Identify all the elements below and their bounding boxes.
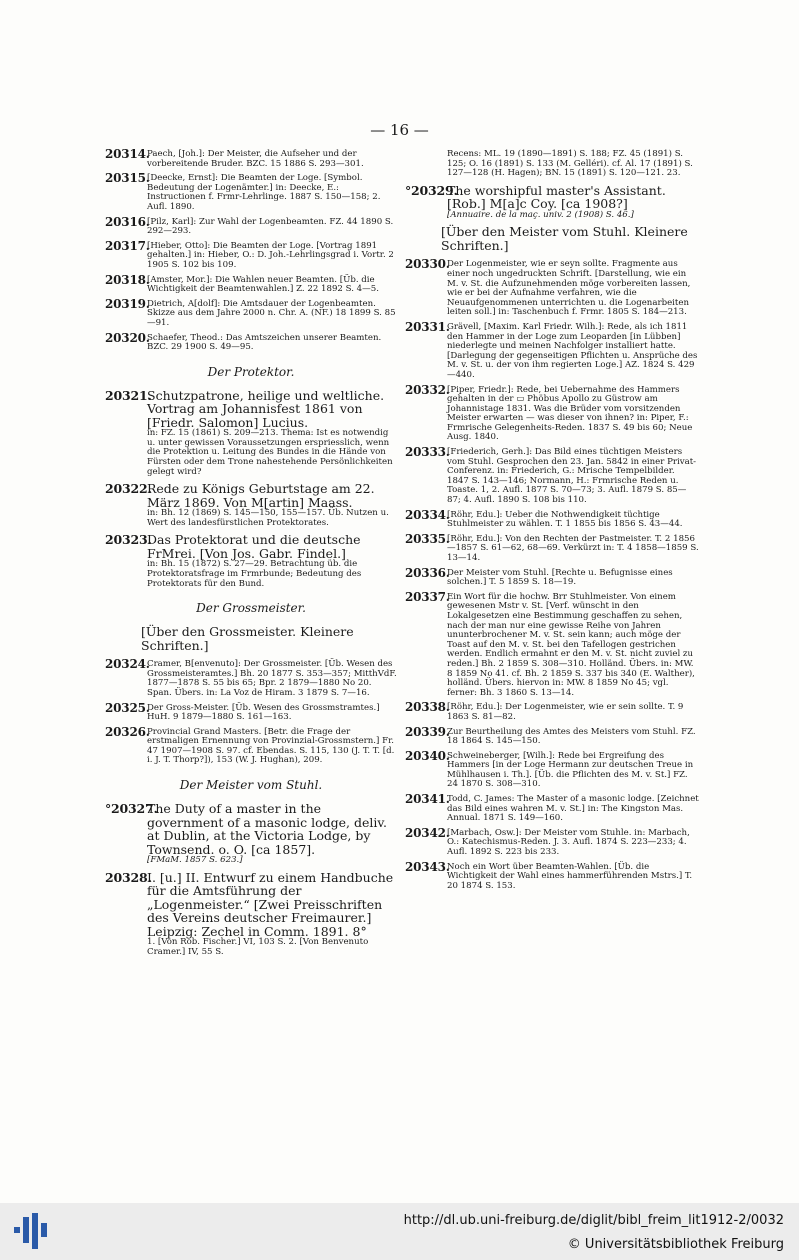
entry-title: Rede zu Königs Geburtstage am 22. März 1869. Von M[artin] Maass. (147, 481, 375, 510)
entry-text: [Marbach, Osw.]: Der Meister vom Stuhle. in: Marbach, O.: Katechismus-Reden. J. 3. Aufl. 1874 S. 223—233; 4. Aufl. 1892 S. 223 bis 233. (447, 827, 690, 858)
entry-text: [Röhr, Edu.]: Von den Rechten der Pastmeister. T. 2 1856—1857 S. 61—62, 68—69. Verkürzt in: T. 4 1858—1859 S. 13—14. (447, 533, 699, 563)
entry-text: [Friederich, Gerh.]: Das Bild eines tüchtigen Meisters vom Stuhl. Gesprochen den 23. Jan. 5842 in einer Privat-Conferenz. in: Friederich, G.: Mrische Tempelbilder. 1847 S. 143—146; Normann, H.: Frmrische Reden u. Toaste. 1, 2. Aufl. 1877 S. 70—73; 3. Aufl. 1879 S. 85—87; 4. Aufl. 1890 S. 108 bis 110. (447, 447, 697, 506)
entry-number: 20333. (405, 445, 450, 460)
entry-text: Ein Wort für die hochw. Brr Stuhlmeister. Von einem gewesenen Mstr v. St. [Verf. wünscht in den Lokalgesetzen eine Bestimmung geschaffen zu sehen, nach der man nur eine gewisse Reihe von Jahren ununterbrochener M. v. St. sein kann; auch möge der Toast auf den M. v. St. bei den Tafellogen gestrichen werden. Endlich ermahnt er den M. v. St. nicht zuviel zu reden.] Bh. 2 1859 S. 308—310. Holländ. Übers. in: MW. 8 1859 No 41. cf. Bh. 2 1859 S. 337 bis 340 (E. Walther), holländ. Übers. hiervon in: MW. 8 1859 No 45; vgl. ferner: Bh. 3 1860 S. 13—14. (447, 591, 695, 698)
entry-number: 20336. (405, 565, 450, 580)
entry-number: 20316. (105, 214, 150, 229)
entry-text: [Hieber, Otto]: Die Beamten der Loge. [Vortrag 1891 gehalten.] in: Hieber, O.: D. Joh.-Lehrlingsgrad i. Vortr. 2 1905 S. 102 bis 109. (147, 240, 394, 270)
entry-text: Cramer, B[envenuto]: Der Grossmeister. [Üb. Wesen des Grossmeisteramtes.] Bh. 20 1877 S. 353—357; MitthVdF. 1877—1878 S. 55 bis 65; Bpr. 2 1879—1880 No 20. Span. Übers. in: La Voz de Hiram. 3 1879 S. 7—16. (147, 659, 397, 698)
bib-entry (105, 482, 397, 528)
page-number: — 16 — (370, 121, 429, 139)
bib-entry (105, 296, 397, 329)
bib-entry (105, 272, 397, 295)
left-column (105, 147, 397, 962)
bib-entry (405, 565, 699, 588)
entry-number: °20327. (105, 801, 158, 817)
entry-text: [Amster, Mor.]: Die Wahlen neuer Beamten. [Üb. die Wichtigkeit der Beamtenwahlen.] Z. 22 1892 S. 4—5. (147, 274, 379, 295)
entry-title: The worshipful master's Assistant. [Rob.] M[a]c Coy. [ca 1908?] (447, 182, 666, 212)
entry-number: 20319. (105, 296, 150, 311)
bib-entry (405, 859, 699, 892)
permalink-url[interactable]: http://dl.ub.uni-freiburg.de/diglit/bibl_freim_lit1912-2/0032 (403, 1213, 784, 1228)
bib-entry (105, 171, 397, 212)
entry-number: 20334. (405, 507, 450, 522)
entry-text: Grävell, [Maxim. Karl Friedr. Wilh.]: Rede, als ich 1811 den Hammer in der Loge zum Leoparden [in Lübben] niederlegte und meinen Nachfolger installiert hatte. [Darlegung der gegenseitigen Pflichten u. Ansprüche des M. v. St. u. der von ihm regierten Loge.] AZ. 1824 S. 429—440. (447, 321, 698, 380)
bib-entry (105, 802, 397, 866)
entry-details: in: Bh. 15 (1872) S. 27—29. Betrachtung üb. die Protektoratsfrage im Frmrbunde; Bedeutung des Protektorats für den Bund. (147, 559, 362, 589)
bib-entry (105, 657, 397, 698)
entry-text: Dietrich, A[dolf]: Die Amtsdauer der Logenbeamten. Skizze aus dem Jahre 2000 n. Chr. A. (NF.) 18 1899 S. 85—91. (147, 298, 396, 328)
bib-entry (105, 147, 397, 169)
bib-entry (405, 445, 699, 506)
entry-number: 20342. (405, 825, 450, 840)
entry-number: 20325. (105, 700, 150, 715)
copyright-notice: © Universitätsbibliothek Freiburg (567, 1237, 784, 1252)
entry-text: Der Meister vom Stuhl. [Rechte u. Befugnisse eines solchen.] T. 5 1859 S. 18—19. (447, 567, 673, 588)
bib-entry (405, 531, 699, 564)
entry-text: [Piper, Friedr.]: Rede, bei Uebernahme des Hammers gehalten in der ▭ Phöbus Apollo zu Güstrow am Johannistage 1831. Was die Brüder vom vorsitzenden Meister erwarten — was dieser von ihnen? in: Piper, F.: Frmrische Gelegenheits-Reden. 1837 S. 49 bis 60; Neue Ausg. 1840. (447, 384, 693, 443)
ub-freiburg-logo-icon (14, 1213, 48, 1249)
entry-text: Todd, C. James: The Master of a masonic lodge. [Zeichnet das Bild eines wahren M. v. St.] in: The Kingston Mas. Annual. 1871 S. 149—160. (447, 794, 699, 824)
entry-reference: [Annuaire. de la maç. univ. 2 (1908) S. 46.] (447, 209, 634, 220)
viewer-footer (0, 1203, 799, 1260)
bib-entry (405, 184, 699, 221)
bib-entry (105, 724, 397, 766)
entry-title: I. [u.] II. Entwurf zu einem Handbuche für die Amtsführung der „Logenmeister.“ [Zwei Preisschriften des Vereins deutscher Freimaurer.] Leipzig: Zechel in Comm. 1891. 8° (147, 869, 394, 939)
entry-text: Der Logenmeister, wie er seyn sollte. Fragmente aus einer noch ungedruckten Schrift. [Darstellung, wie ein M. v. St. die Aufzunehmenden möge vorbereiten lassen, wie er bei der Aufnahme verfahren, wie die Neuaufgenommenen unterrichten u. die Logenarbeiten leiten soll.] in: Taschenbuch f. Frmr. 1805 S. 184—213. (447, 259, 691, 318)
bib-entry (405, 507, 699, 530)
entry-number: 20322. (105, 481, 152, 497)
section-heading-meister-vom-stuhl: Der Meister vom Stuhl. (179, 778, 323, 793)
entry-details: in: Bh. 12 (1869) S. 145—150, 155—157. Üb. Nutzen u. Wert des landesfürstlichen Protektorates. (147, 508, 389, 528)
entry-number: 20343. (405, 859, 450, 874)
entry-text: [Pilz, Karl]: Zur Wahl der Logenbeamten. FZ. 44 1890 S. 292—293. (147, 216, 394, 237)
bib-entry (105, 238, 397, 271)
entry-text: [Röhr, Edu.]: Der Logenmeister, wie er sein sollte. T. 9 1863 S. 81—82. (447, 702, 684, 722)
bib-entry (105, 389, 397, 477)
entry-text: [Deecke, Ernst]: Die Beamten der Loge. [Symbol. Bedeutung der Logenämter.] in: Deecke, E.: Instructionen f. Frmr-Lehrlinge. 1887 S. 150—158; 2. Aufl. 1890. (147, 173, 381, 212)
entry-number: 20328. (105, 869, 152, 885)
entry-number: 20318. (105, 272, 150, 287)
entry-number: 20326. (105, 724, 150, 739)
entry-text: Schaefer, Theod.: Das Amtszeichen unserer Beamten. BZC. 29 1900 S. 49—95. (147, 332, 382, 353)
entries-group-a (105, 147, 397, 353)
entry-text: Provincial Grand Masters. [Betr. die Frage der erstmaligen Ernennung von Provinzial-Grossmstern.] Fr. 47 1907—1908 S. 97. cf. Ebendas. S. 115, 130 (J. T. T. [d. i. J. T. Thorp?]), 153 (W. J. Hughan), 209. (147, 726, 395, 766)
bib-entry (105, 214, 397, 237)
bib-entry (105, 533, 397, 589)
bib-entry (405, 700, 699, 722)
entry-number: 20339. (405, 724, 450, 739)
entry-text: Paech, [Joh.]: Der Meister, die Aufseher und der vorbereitende Bruder. BZC. 15 1886 S. 293—301. (147, 149, 364, 169)
entry-number: 20317. (105, 238, 150, 253)
bib-entry (405, 792, 699, 824)
entry-title: The Duty of a master in the government of a masonic lodge, deliv. at Dublin, at the Victoria Lodge, by Townsend. o. O. [ca 1857]. (147, 801, 387, 857)
entry-number: 20340. (405, 748, 450, 763)
entry-number: 20324. (105, 657, 150, 672)
section-heading-protektor: Der Protektor. (207, 364, 295, 379)
bib-entry (405, 382, 699, 444)
entry-text: Der Gross-Meister. [Üb. Wesen des Grossmstramtes.] HuH. 9 1879—1880 S. 161—163. (147, 702, 380, 723)
entry-title: Schutzpatrone, heilige und weltliche. Vortrag am Johannisfest 1861 von [Friedr. Salomon] Lucius. (147, 387, 385, 430)
entry-text: Noch ein Wort über Beamten-Wahlen. [Üb. die Wichtigkeit der Wahl eines hammerführenden Mstrs.] T. 20 1874 S. 153. (447, 861, 693, 891)
section-note: [Über den Meister vom Stuhl. Kleinere Schriften.] (441, 224, 688, 253)
bib-entry (405, 825, 699, 858)
entry-number: 20321. (105, 387, 152, 403)
bib-entry (405, 319, 699, 381)
entry-text: Zur Beurtheilung des Amtes des Meisters vom Stuhl. FZ. 18 1864 S. 145—150. (447, 726, 696, 747)
right-column (405, 150, 699, 896)
bib-entry (105, 700, 397, 723)
entry-number: 20341. (405, 792, 450, 807)
bib-entry (105, 871, 397, 958)
entry-number: 20335. (405, 531, 450, 546)
entry-number: 20320. (105, 330, 150, 345)
entry-number: 20331. (405, 319, 450, 334)
entry-details: in: FZ. 15 (1861) S. 209—213. Thema: Ist es notwendig u. unter gewissen Voraussetzungen erspriesslich, wenn die Protektion u. Leitung des Bundes in die Hände von Fürsten oder dem Trone nahestehende Persönlichkeiten gelegt wird? (147, 428, 393, 477)
bib-entry (405, 257, 699, 318)
entry-text: Schweineberger, [Wilh.]: Rede bei Ergreifung des Hammers [in der Loge Hermann zur deutschen Treue in Mühlhausen i. Th.]. [Üb. die Pflichten des M. v. St.] FZ. 24 1870 S. 308—310. (447, 750, 694, 790)
entry-title: Das Protektorat und die deutsche FrMrei. [Von Jos. Gabr. Findel.] (147, 532, 361, 561)
entry-number: 20332. (405, 382, 450, 397)
entry-number: 20337. (405, 589, 450, 604)
entry-number: 20330. (405, 257, 450, 272)
entry-number: 20315. (105, 171, 150, 186)
entry-number: 20314. (105, 147, 150, 161)
bib-entry (405, 748, 699, 790)
entry-number: 20338. (405, 700, 450, 715)
entry-number: 20323. (105, 532, 152, 548)
entry-number: °20329. (405, 182, 458, 198)
section-heading-grossmeister: Der Grossmeister. (196, 601, 306, 616)
bib-entry (405, 724, 699, 747)
section-note: [Über den Grossmeister. Kleinere Schriften.] (141, 624, 354, 653)
entry-continuation: Recens: ML. 19 (1890—1891) S. 188; FZ. 45 (1891) S. 125; O. 16 (1891) S. 133 (M. Gelléri). cf. Al. 17 (1891) S. 127—128 (H. Hagen); BN. 15 (1891) S. 120—121. 23. (447, 149, 693, 179)
bib-entry (405, 589, 699, 699)
bib-entry (105, 330, 397, 353)
entry-reference: [FMaM. 1857 S. 623.] (147, 855, 243, 866)
entry-text: [Röhr, Edu.]: Ueber die Nothwendigkeit tüchtige Stuhlmeister zu wählen. T. 1 1855 bis 1856 S. 43—44. (447, 509, 683, 530)
entry-details: 1. [Von Rob. Fischer.] VI, 103 S. 2. [Von Benvenuto Cramer.] IV, 55 S. (147, 937, 369, 957)
